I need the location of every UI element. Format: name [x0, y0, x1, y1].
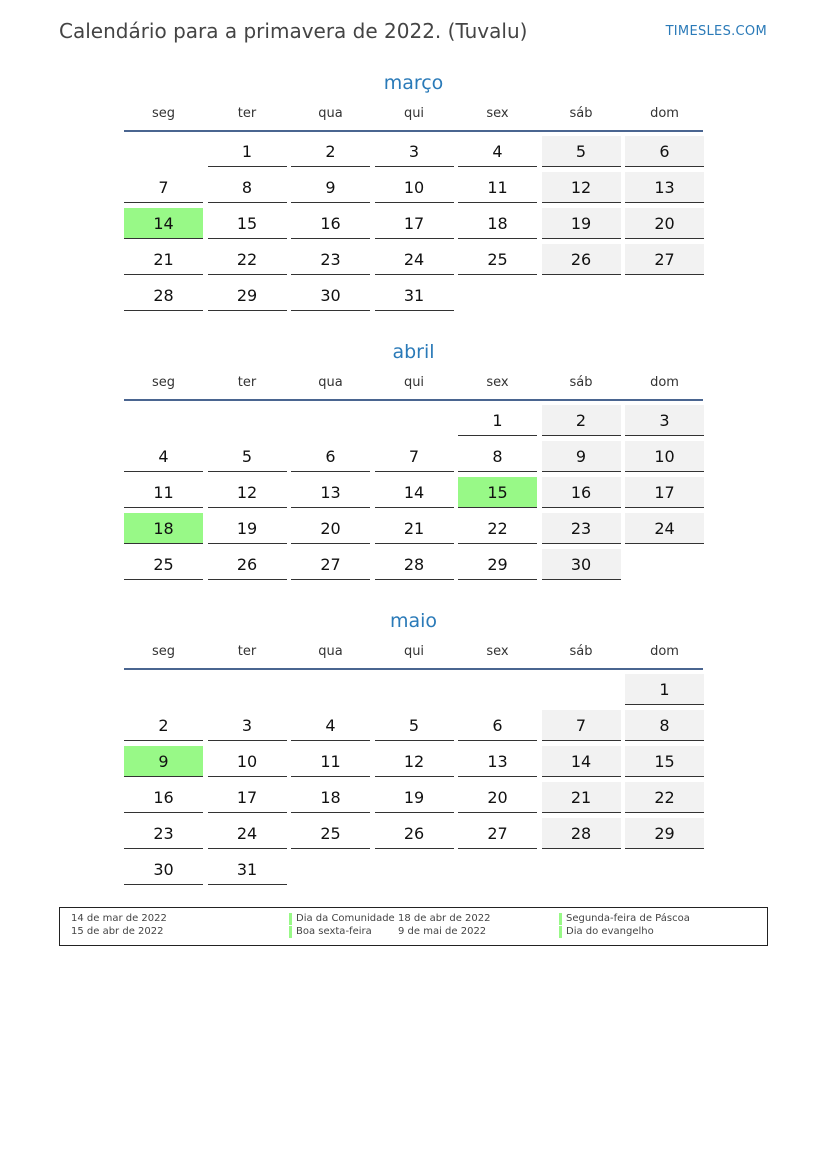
day-cell: 8	[625, 710, 704, 741]
weekday-label: ter	[237, 644, 257, 659]
weekday-label: sáb	[569, 106, 593, 121]
day-cell: 28	[542, 818, 621, 849]
weekday-label: ter	[237, 106, 257, 121]
day-cell: 16	[291, 208, 370, 239]
holiday-day-cell: 18	[124, 513, 203, 544]
day-cell: 4	[458, 136, 537, 167]
day-cell: 29	[208, 280, 287, 311]
day-cell: 29	[458, 549, 537, 580]
holiday-swatch	[289, 926, 292, 938]
day-cell: 8	[458, 441, 537, 472]
day-cell: 12	[375, 746, 454, 777]
day-cell: 23	[291, 244, 370, 275]
day-cell: 3	[625, 405, 704, 436]
weekday-label: seg	[151, 375, 176, 390]
month-title: maio	[389, 610, 438, 632]
weekday-label: sáb	[569, 375, 593, 390]
day-cell: 21	[542, 782, 621, 813]
day-cell: 24	[625, 513, 704, 544]
day-cell: 3	[208, 710, 287, 741]
day-cell: 10	[625, 441, 704, 472]
day-cell: 30	[124, 854, 203, 885]
day-cell: 27	[458, 818, 537, 849]
legend-holiday-name	[289, 913, 395, 925]
weekday-label: qui	[403, 644, 425, 659]
day-cell: 20	[625, 208, 704, 239]
day-cell: 6	[458, 710, 537, 741]
month-march	[124, 70, 703, 305]
day-cell: 18	[291, 782, 370, 813]
day-cell: 14	[375, 477, 454, 508]
day-cell: 28	[124, 280, 203, 311]
weekday-label: qui	[403, 375, 425, 390]
holiday-day-cell: 15	[458, 477, 537, 508]
legend-holiday-label: Dia do evangelho	[566, 926, 654, 937]
holiday-swatch	[559, 913, 562, 925]
day-cell: 2	[124, 710, 203, 741]
day-cell: 15	[208, 208, 287, 239]
day-cell: 30	[542, 549, 621, 580]
day-cell: 8	[208, 172, 287, 203]
holiday-day-cell: 9	[124, 746, 203, 777]
day-cell: 25	[291, 818, 370, 849]
day-cell: 24	[208, 818, 287, 849]
day-cell: 25	[458, 244, 537, 275]
day-cell: 18	[458, 208, 537, 239]
day-cell: 5	[542, 136, 621, 167]
header-rule	[124, 668, 703, 670]
day-cell: 29	[625, 818, 704, 849]
day-cell: 22	[458, 513, 537, 544]
month-april	[124, 339, 703, 574]
day-cell: 26	[208, 549, 287, 580]
day-cell: 2	[542, 405, 621, 436]
day-cell: 14	[542, 746, 621, 777]
day-cell: 1	[625, 674, 704, 705]
holiday-swatch	[559, 926, 562, 938]
legend-holiday-label: Dia da Comunidade	[296, 913, 395, 924]
day-cell: 21	[375, 513, 454, 544]
day-cell: 11	[124, 477, 203, 508]
legend-holiday-name	[559, 913, 690, 925]
day-cell: 7	[375, 441, 454, 472]
weekday-label: seg	[151, 644, 176, 659]
day-cell: 13	[458, 746, 537, 777]
weekday-label: dom	[650, 375, 679, 390]
day-cell: 4	[124, 441, 203, 472]
day-cell: 1	[458, 405, 537, 436]
header-rule	[124, 130, 703, 132]
day-cell: 23	[124, 818, 203, 849]
day-cell: 26	[542, 244, 621, 275]
day-cell: 19	[375, 782, 454, 813]
day-cell: 6	[291, 441, 370, 472]
day-cell: 19	[208, 513, 287, 544]
weekday-label: sex	[486, 375, 509, 390]
day-cell: 27	[625, 244, 704, 275]
day-cell: 9	[291, 172, 370, 203]
day-cell: 31	[208, 854, 287, 885]
day-cell: 16	[124, 782, 203, 813]
day-cell: 17	[625, 477, 704, 508]
legend-date: 18 de abr de 2022	[398, 913, 491, 924]
day-cell: 31	[375, 280, 454, 311]
day-cell: 27	[291, 549, 370, 580]
holiday-swatch	[289, 913, 292, 925]
month-may	[124, 608, 703, 879]
header-rule	[124, 399, 703, 401]
day-cell: 23	[542, 513, 621, 544]
site-brand-link[interactable]: TIMESLES.COM	[665, 24, 767, 39]
day-cell: 7	[542, 710, 621, 741]
weekday-label: dom	[650, 644, 679, 659]
day-cell: 20	[291, 513, 370, 544]
day-cell: 1	[208, 136, 287, 167]
legend-holiday-label: Segunda-feira de Páscoa	[566, 913, 690, 924]
day-cell: 25	[124, 549, 203, 580]
day-cell: 17	[375, 208, 454, 239]
day-cell: 13	[291, 477, 370, 508]
weekday-label: qui	[403, 106, 425, 121]
weekday-label: dom	[650, 106, 679, 121]
day-cell: 13	[625, 172, 704, 203]
day-cell: 9	[542, 441, 621, 472]
legend-holiday-name	[559, 926, 654, 938]
month-title: abril	[392, 341, 435, 363]
day-cell: 22	[625, 782, 704, 813]
page-title: Calendário para a primavera de 2022. (Tuvalu)	[59, 19, 528, 43]
day-cell: 11	[291, 746, 370, 777]
day-cell: 11	[458, 172, 537, 203]
day-cell: 12	[208, 477, 287, 508]
day-cell: 4	[291, 710, 370, 741]
weekday-header	[124, 105, 703, 131]
day-cell: 5	[375, 710, 454, 741]
legend-date: 9 de mai de 2022	[398, 926, 487, 937]
day-cell: 30	[291, 280, 370, 311]
day-cell: 10	[208, 746, 287, 777]
day-cell: 15	[625, 746, 704, 777]
day-cell: 22	[208, 244, 287, 275]
month-title: março	[383, 72, 444, 94]
day-cell: 10	[375, 172, 454, 203]
weekday-label: qua	[318, 375, 343, 390]
day-cell: 7	[124, 172, 203, 203]
weekday-label: ter	[237, 375, 257, 390]
legend-holiday-name	[289, 926, 372, 938]
day-cell: 17	[208, 782, 287, 813]
holiday-legend	[59, 907, 768, 946]
holiday-day-cell: 14	[124, 208, 203, 239]
day-cell: 5	[208, 441, 287, 472]
day-cell: 12	[542, 172, 621, 203]
weekday-label: sáb	[569, 644, 593, 659]
weekday-label: sex	[486, 644, 509, 659]
weekday-header	[124, 643, 703, 669]
weekday-label: qua	[318, 644, 343, 659]
day-cell: 19	[542, 208, 621, 239]
day-cell: 2	[291, 136, 370, 167]
legend-date: 14 de mar de 2022	[71, 913, 167, 924]
day-cell: 16	[542, 477, 621, 508]
day-cell: 26	[375, 818, 454, 849]
day-cell: 24	[375, 244, 454, 275]
weekday-label: sex	[486, 106, 509, 121]
weekday-header	[124, 374, 703, 400]
day-cell: 20	[458, 782, 537, 813]
weekday-label: qua	[318, 106, 343, 121]
day-cell: 21	[124, 244, 203, 275]
weekday-label: seg	[151, 106, 176, 121]
day-cell: 28	[375, 549, 454, 580]
legend-holiday-label: Boa sexta-feira	[296, 926, 372, 937]
legend-date: 15 de abr de 2022	[71, 926, 164, 937]
day-cell: 6	[625, 136, 704, 167]
day-cell: 3	[375, 136, 454, 167]
